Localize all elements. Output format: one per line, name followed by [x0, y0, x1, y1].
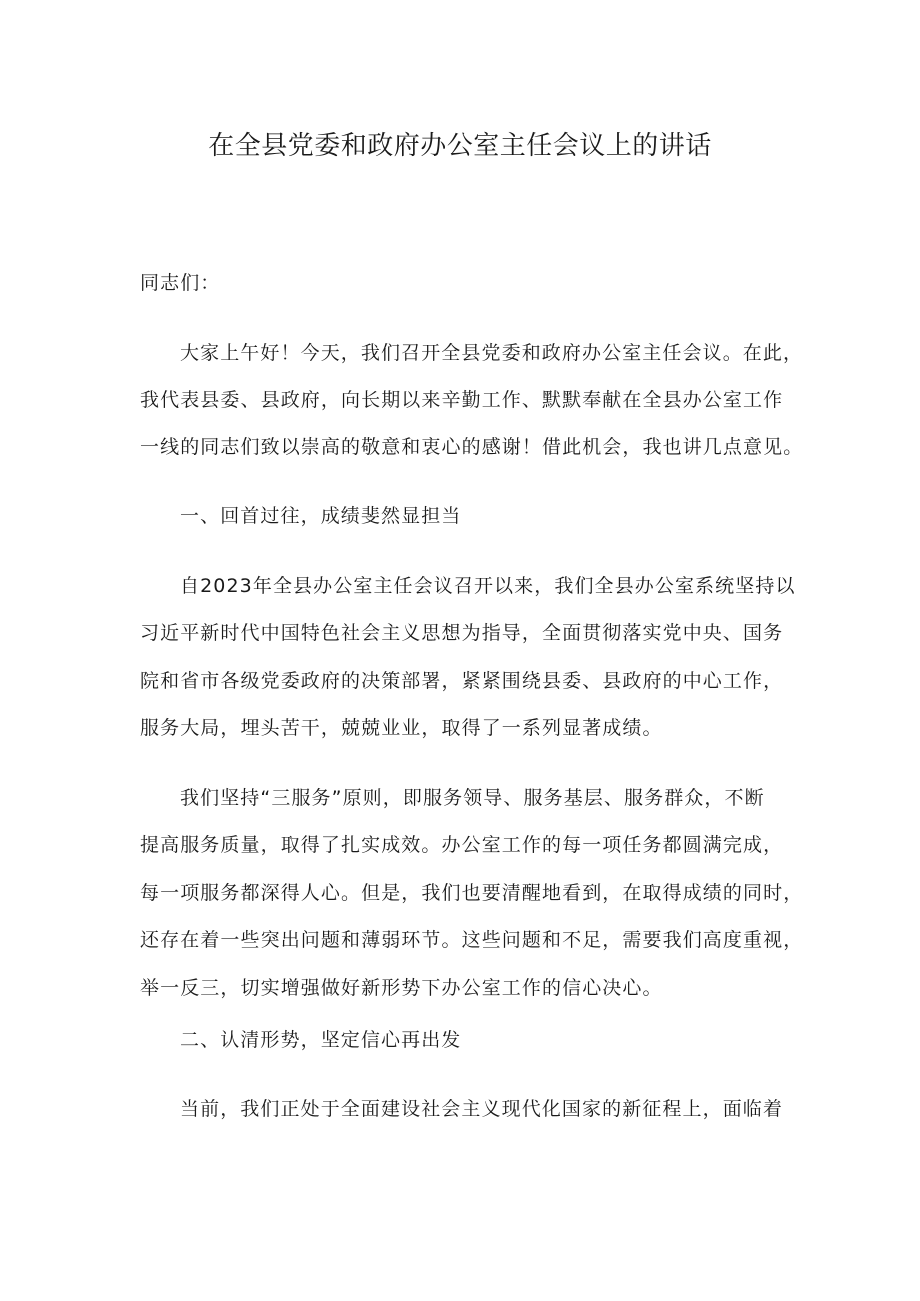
section-heading: 一、回首过往，成绩斐然显担当 — [180, 505, 462, 527]
document-title: 在全县党委和政府办公室主任会议上的讲话 — [208, 131, 712, 161]
paragraph-line: 举一反三，切实增强做好新形势下办公室工作的信心决心。 — [140, 977, 663, 999]
paragraph-line: 自2023年全县办公室主任会议召开以来，我们全县办公室系统坚持以 — [180, 575, 796, 597]
paragraph-line: 还存在着一些突出问题和薄弱环节。这些问题和不足，需要我们高度重视， — [140, 929, 804, 951]
paragraph-line: 每一项服务都深得人心。但是，我们也要清醒地看到，在取得成绩的同时， — [140, 882, 804, 904]
paragraph-line: 提高服务质量，取得了扎实成效。办公室工作的每一项任务都圆满完成， — [140, 834, 784, 856]
paragraph-line: 一线的同志们致以崇高的敬意和衷心的感谢！借此机会，我也讲几点意见。 — [140, 436, 804, 458]
paragraph-line: 当前，我们正处于全面建设社会主义现代化国家的新征程上，面临着 — [180, 1098, 784, 1120]
paragraph-line: 我代表县委、县政府，向长期以来辛勤工作、默默奉献在全县办公室工作 — [140, 389, 784, 411]
paragraph-line: 我们坚持“三服务”原则，即服务领导、服务基层、服务群众，不断 — [180, 787, 765, 809]
paragraph-line: 服务大局，埋头苦干，兢兢业业，取得了一系列显著成绩。 — [140, 717, 663, 739]
paragraph-line: 院和省市各级党委政府的决策部署，紧紧围绕县委、县政府的中心工作， — [140, 670, 784, 692]
paragraph-line: 大家上午好！今天，我们召开全县党委和政府办公室主任会议。在此， — [180, 342, 804, 364]
salutation: 同志们： — [140, 272, 221, 294]
paragraph-line: 习近平新时代中国特色社会主义思想为指导，全面贯彻落实党中央、国务 — [140, 622, 784, 644]
section-heading: 二、认清形势，坚定信心再出发 — [180, 1029, 462, 1051]
